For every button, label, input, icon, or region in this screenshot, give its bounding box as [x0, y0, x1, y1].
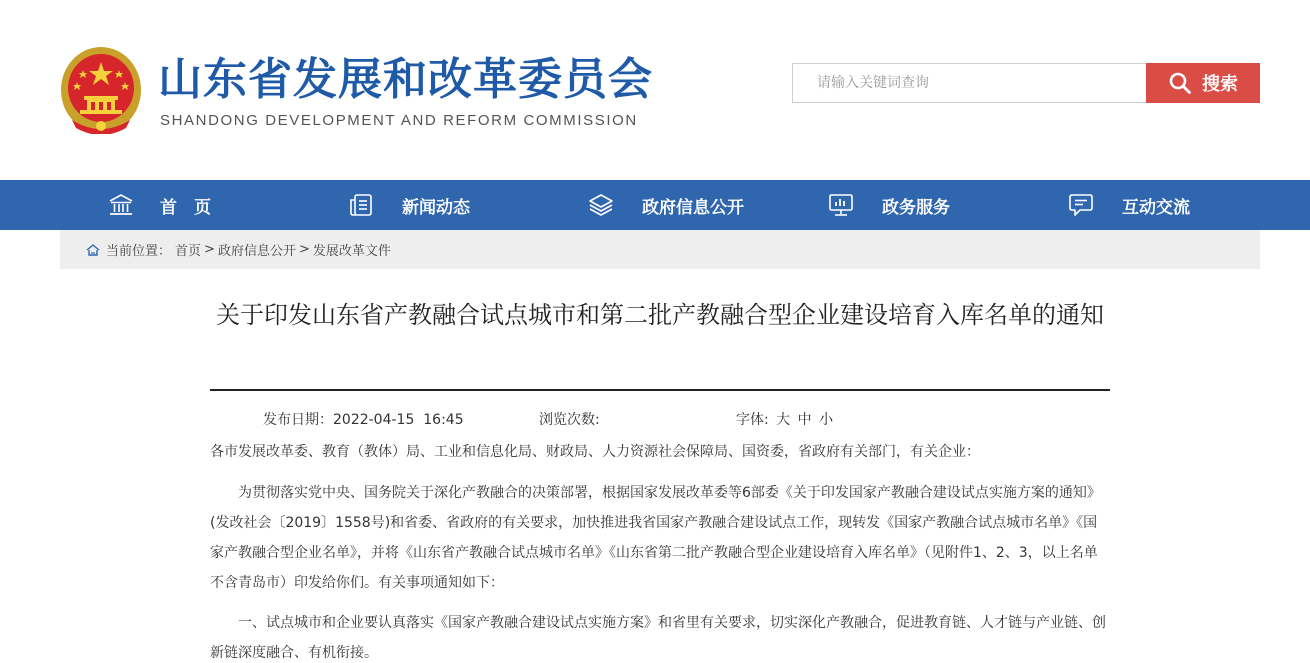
search-icon — [1168, 71, 1192, 95]
search-button[interactable] — [1146, 63, 1260, 103]
article-paragraph: 为贯彻落实党中央、国务院关于深化产教融合的决策部署，根据国家发展改革委等6部委《关于印发国家产教融合建设试点实施方案的通知》(发改社会〔2019〕1558号)和省委、省政府的有关要求，加快推进我省国家产教融合建设试点工作，现转发《国家产教融合试点城市名单》《国家产教融合型企业名单》，并将《山东省产教融合试点城市名单》《山东省第二批产教融合型企业建设培育入库名单》（见附件1、2、3，以上名单不含青岛市）印发给你们。有关事项通知如下： — [210, 485, 1101, 591]
font-size-control — [736, 410, 833, 430]
home-icon — [108, 192, 134, 218]
article-title: 关于印发山东省产教融合试点城市和第二批产教融合型企业建设培育入库名单的通知 — [216, 301, 1104, 329]
view-count-label: 浏览次数: — [539, 412, 600, 428]
nav-item-services[interactable] — [828, 180, 950, 230]
nav-label-news: 新闻动态 — [402, 197, 470, 218]
font-size-small[interactable]: 小 — [819, 412, 834, 428]
breadcrumb — [60, 230, 1260, 269]
site-header — [0, 0, 1310, 180]
font-size-medium[interactable]: 中 — [797, 412, 812, 428]
font-size-label: 字体: — [736, 412, 769, 428]
monitor-icon — [828, 192, 854, 218]
publish-date-meta — [263, 410, 464, 430]
site-title[interactable]: 山东省发展和改革委员会 — [158, 54, 653, 105]
article-paragraph: 一、试点城市和企业要认真落实《国家产教融合建设试点实施方案》和省里有关要求，切实深化产教融合，促进教育链、人才链与产业链、创新链深度融合、有机衔接。 — [210, 615, 1106, 661]
breadcrumb-current[interactable]: 发展改革文件 — [312, 244, 391, 259]
nav-item-news[interactable] — [348, 180, 470, 230]
home-small-icon — [86, 243, 100, 257]
nav-label-gov-info: 政府信息公开 — [642, 197, 744, 218]
breadcrumb-prefix: 当前位置： — [106, 244, 172, 259]
view-count-meta — [539, 410, 600, 430]
breadcrumb-gov-info[interactable]: 政府信息公开 — [217, 244, 296, 259]
publish-date-label: 发布日期： — [263, 412, 333, 428]
chat-icon — [1068, 192, 1094, 218]
search-button-label: 搜索 — [1202, 74, 1238, 95]
article-salutation: 各市发展改革委、教育（教体）局、工业和信息化局、财政局、人力资源社会保障局、国资委，省政府有关部门，有关企业： — [210, 444, 980, 460]
nav-item-interaction[interactable] — [1068, 180, 1190, 230]
nav-label-interaction: 互动交流 — [1122, 197, 1190, 218]
search-input[interactable] — [793, 64, 1147, 102]
national-emblem-icon[interactable] — [60, 46, 142, 134]
breadcrumb-separator: > — [298, 242, 310, 257]
news-icon — [348, 192, 374, 218]
layers-icon — [588, 192, 614, 218]
nav-item-gov-info[interactable] — [588, 180, 744, 230]
breadcrumb-home[interactable]: 首页 — [175, 244, 202, 259]
nav-label-home: 首 页 — [160, 197, 211, 218]
publish-date-value: 2022-04-15 16:45 — [333, 412, 464, 428]
title-divider — [210, 389, 1110, 391]
font-size-large[interactable]: 大 — [776, 412, 791, 428]
nav-item-home[interactable] — [108, 180, 211, 230]
main-nav — [0, 180, 1310, 230]
nav-label-services: 政务服务 — [882, 197, 950, 218]
breadcrumb-separator: > — [204, 242, 215, 257]
site-title-english: SHANDONG DEVELOPMENT AND REFORM COMMISSION — [160, 112, 638, 129]
search-box — [792, 63, 1147, 103]
